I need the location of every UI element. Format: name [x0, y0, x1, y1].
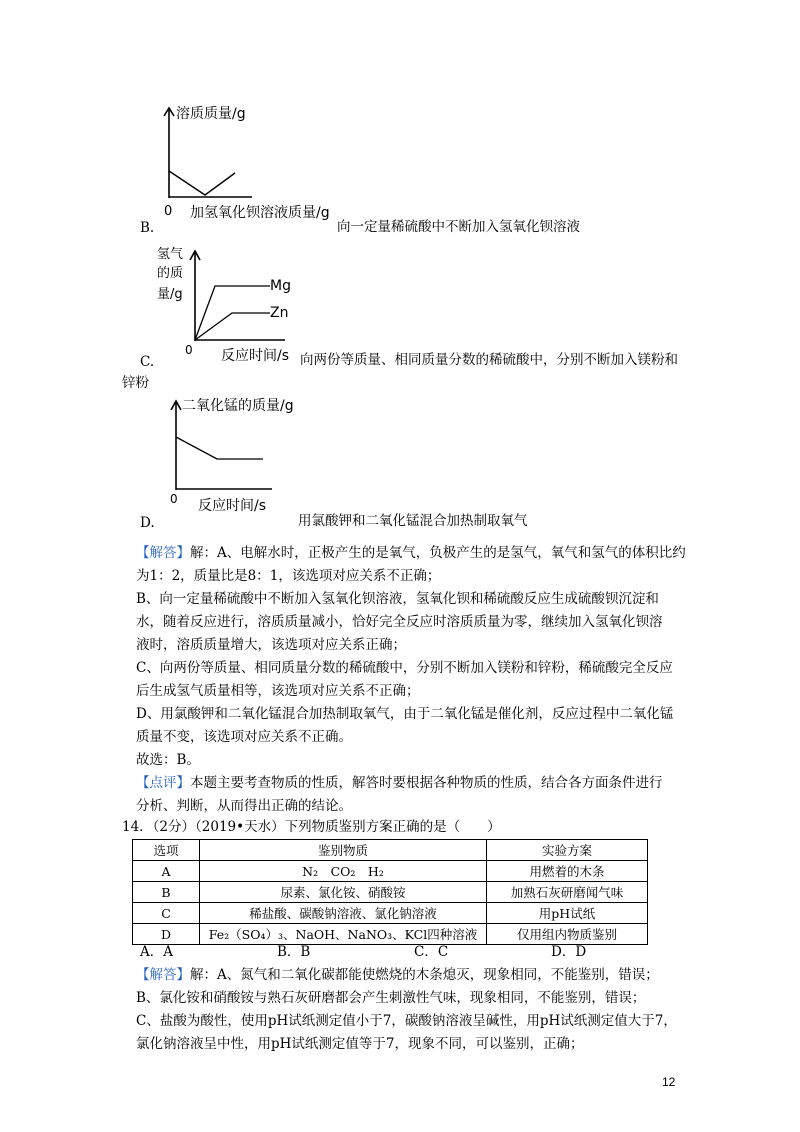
y-axis-label: 溶质质量/g — [176, 106, 246, 122]
option-b-letter: B. — [140, 220, 155, 236]
series-label-zn: Zn — [270, 305, 289, 321]
answer13-line8: D、用氯酸钾和二氧化锰混合加热制取氧气，由于二氧化锰是催化剂，反应过程中二氧化锰 — [136, 706, 674, 722]
table-cell: N₂ CO₂ H₂ — [200, 861, 487, 882]
zn-curve — [195, 313, 270, 340]
x-axis-label: 加氢氧化钡溶液质量/g — [190, 205, 330, 221]
answer13-line2: 为1：2，质量比是8：1，该选项对应关系不正确； — [136, 568, 441, 584]
y-axis-label-line1: 氢气 — [157, 247, 184, 262]
table-cell: D — [133, 924, 200, 945]
chart-hydrogen-mass — [155, 243, 300, 363]
answer13-line10: 故选：B。 — [136, 752, 200, 768]
series-label-mg: Mg — [270, 278, 291, 294]
table-cell: C — [133, 903, 200, 924]
chart-manganese-dioxide-mass — [160, 393, 360, 518]
table-cell: 用燃着的木条 — [487, 861, 648, 882]
answer13-line9: 质量不变，该选项对应关系不正确。 — [136, 729, 352, 745]
answer14-line2: B、氯化铵和硝酸铵与熟石灰研磨都会产生刺激性气味，现象相同，不能鉴别，错误； — [136, 990, 646, 1006]
table-header-cell: 鉴别物质 — [200, 840, 487, 861]
question14-stem: 14．（2分）（2019•天水）下列物质鉴别方案正确的是（ ） — [122, 819, 501, 835]
question14-choice-b: B．B — [277, 944, 311, 960]
answer13-line5: 液时，溶质质量增大，该选项对应关系正确； — [136, 637, 406, 653]
answer13-line6: C、向两份等质量、相同质量分数的稀硫酸中，分别不断加入镁粉和锌粉，稀硫酸完全反应 — [136, 660, 673, 676]
mno2-curve — [176, 437, 263, 459]
x-axis-label: 反应时间/s — [198, 498, 267, 514]
comment13-tag: 【点评】 — [136, 775, 190, 791]
answer13-line4: 水，随着反应进行，溶质质量减小，恰好完全反应时溶质质量为零，继续加入氢氧化钡溶 — [136, 614, 663, 630]
y-axis-label-line3: 量/g — [157, 287, 183, 302]
answer14-line3: C、盐酸为酸性，使用pH试纸测定值小于7，碳酸钠溶液呈碱性，用pH试纸测定值大于7， — [136, 1013, 677, 1029]
table-row — [133, 903, 648, 924]
table-cell: 尿素、氯化铵、硝酸铵 — [200, 882, 487, 903]
table-cell: A — [133, 861, 200, 882]
table-cell: Fe₂（SO₄）₃、NaOH、NaNO₃、KCl四种溶液 — [200, 924, 487, 945]
table-cell: 仅用组内物质鉴别 — [487, 924, 648, 945]
y-axis-label-line2: 的质 — [157, 266, 184, 281]
x-axis-label: 反应时间/s — [221, 348, 290, 363]
table-header-cell: 选项 — [133, 840, 200, 861]
table-row — [133, 861, 648, 882]
answer13-tag: 【解答】 — [136, 545, 190, 561]
table-row — [133, 924, 648, 945]
option-d-letter: D. — [140, 515, 155, 531]
comment13-line2: 分析、判断，从而得出正确的结论。 — [136, 798, 352, 814]
option-c-letter: C. — [140, 354, 155, 370]
table-cell: 加熟石灰研磨闻气味 — [487, 882, 648, 903]
answer14-line1: 【解答】解：A、氮气和二氧化碳都能使燃烧的木条熄灭，现象相同，不能鉴别，错误； — [136, 967, 659, 983]
page-number: 12 — [662, 1075, 676, 1089]
question14-choice-d: D．D — [551, 944, 587, 960]
chart-solute-mass — [160, 100, 360, 225]
origin-label: 0 — [170, 492, 178, 506]
question14-table — [132, 839, 648, 945]
y-axis-label: 二氧化锰的质量/g — [182, 398, 294, 414]
answer13-line1: 【解答】解：A、电解水时，正极产生的是氧气，负极产生的是氢气，氧气和氢气的体积比约 — [136, 545, 686, 561]
answer13-line7: 后生成氢气质量相等，该选项对应关系不正确； — [136, 683, 420, 699]
option-c-caption-line1: 向两份等质量、相同质量分数的稀硫酸中，分别不断加入镁粉和 — [300, 352, 678, 368]
comment13-line1: 【点评】本题主要考查物质的性质，解答时要根据各种物质的性质，结合各方面条件进行 — [136, 775, 663, 791]
answer14-tag: 【解答】 — [136, 967, 190, 983]
option-c-caption-line2: 锌粉 — [122, 375, 149, 391]
question14-choice-c: C．C — [414, 944, 449, 960]
option-d-caption: 用氯酸钾和二氧化锰混合加热制取氧气 — [298, 513, 528, 529]
origin-label: 0 — [164, 204, 173, 219]
option-b-caption: 向一定量稀硫酸中不断加入氢氧化钡溶液 — [337, 219, 580, 235]
table-header-cell: 实验方案 — [487, 840, 648, 861]
table-cell: 用pH试纸 — [487, 903, 648, 924]
answer14-line4: 氯化钠溶液呈中性，用pH试纸测定值等于7，现象不同，可以鉴别，正确； — [136, 1036, 584, 1052]
solute-mass-curve — [169, 171, 235, 195]
answer13-line3: B、向一定量稀硫酸中不断加入氢氧化钡溶液，氢氧化钡和稀硫酸反应生成硫酸钡沉淀和 — [136, 591, 659, 607]
origin-label: 0 — [185, 343, 193, 357]
table-cell: B — [133, 882, 200, 903]
table-cell: 稀盐酸、碳酸钠溶液、氯化钠溶液 — [200, 903, 487, 924]
table-header-row — [133, 840, 648, 861]
question14-choice-a: A．A — [140, 944, 173, 960]
table-row — [133, 882, 648, 903]
